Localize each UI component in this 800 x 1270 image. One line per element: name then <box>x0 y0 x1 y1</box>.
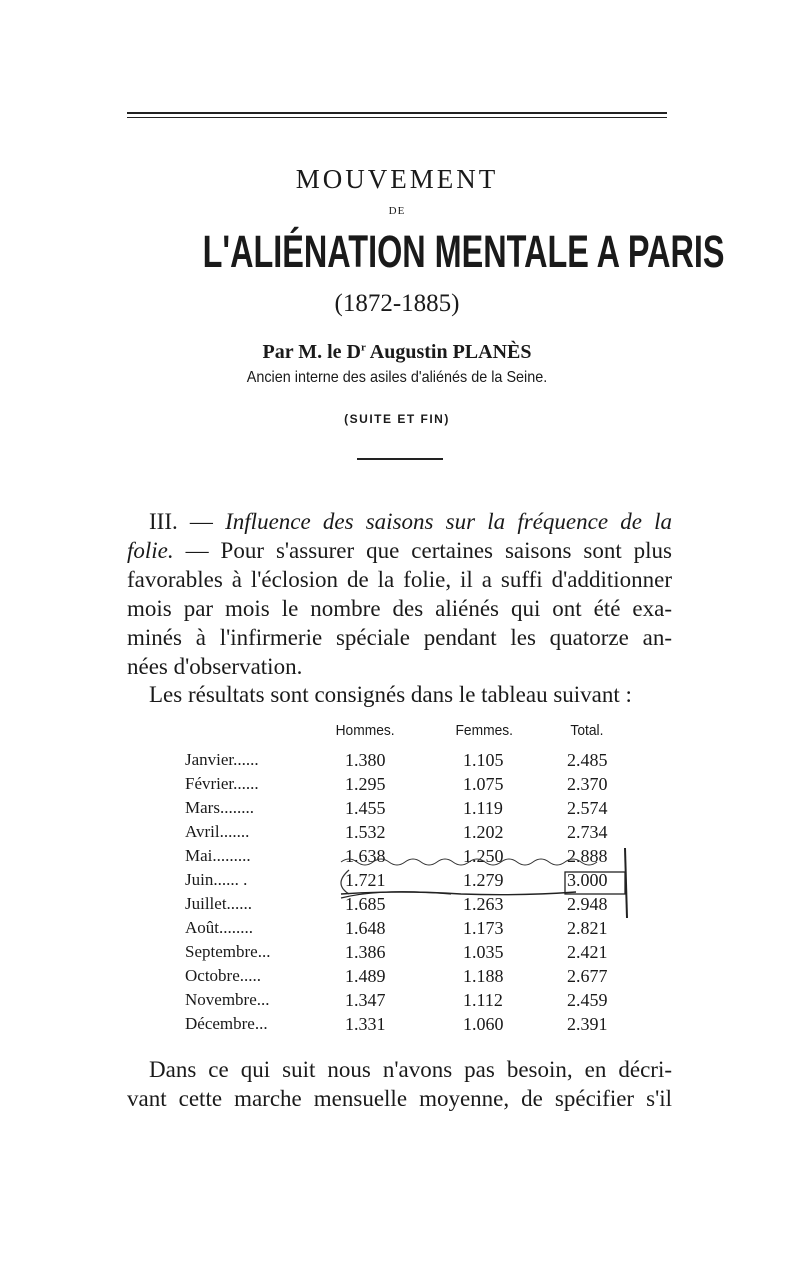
cell-total: 2.485 <box>567 750 608 770</box>
closing-paragraph <box>127 1055 672 1113</box>
paragraph-line: favorables à l'éclosion de la folie, il a suffi d'additionner <box>127 567 672 592</box>
cell-total: 2.459 <box>567 990 608 1010</box>
cell-hommes: 1.638 <box>345 846 386 866</box>
table-intro-line: Les résultats sont consignés dans le tableau suivant : <box>149 682 632 707</box>
cell-femmes: 1.105 <box>463 750 504 770</box>
title-main: L'ALIÉNATION MENTALE A PARIS <box>202 226 725 277</box>
section-heading-italic-2: folie. <box>127 538 174 563</box>
section-divider <box>357 458 443 460</box>
cell-total: 2.574 <box>567 798 608 818</box>
section-heading-italic: Influence des saisons sur la fréquence de la <box>225 509 673 534</box>
cell-hommes: 1.331 <box>345 1014 386 1034</box>
cell-hommes: 1.295 <box>345 774 386 794</box>
cell-hommes: 1.721 <box>345 870 386 890</box>
table-row <box>127 990 672 1014</box>
paragraph-line <box>127 536 672 565</box>
table-row <box>127 966 672 990</box>
table-row <box>127 942 672 966</box>
cell-femmes: 1.075 <box>463 774 504 794</box>
cell-month: Octobre..... <box>185 966 262 985</box>
cell-hommes: 1.685 <box>345 894 386 914</box>
cell-femmes: 1.188 <box>463 966 504 986</box>
cell-month: Mars........ <box>185 798 254 817</box>
cell-month: Juillet...... <box>185 894 253 913</box>
cell-month: Décembre... <box>185 1014 268 1033</box>
table-row <box>127 846 672 870</box>
cell-femmes: 1.060 <box>463 1014 504 1034</box>
table-row <box>127 1014 672 1038</box>
title-line-1: MOUVEMENT <box>295 164 499 194</box>
cell-month: Mai......... <box>185 846 251 865</box>
cell-femmes: 1.035 <box>463 942 504 962</box>
cell-hommes: 1.489 <box>345 966 386 986</box>
cell-month: Avril....... <box>185 822 250 841</box>
cell-hommes: 1.455 <box>345 798 386 818</box>
closing-line: Dans ce qui suit nous n'avons pas besoin, en décri- <box>149 1057 672 1082</box>
cell-total: 2.948 <box>567 894 608 914</box>
cell-total: 3.000 <box>567 870 608 890</box>
table-row <box>127 918 672 942</box>
title-dates: (1872-1885) <box>334 290 460 317</box>
cell-total: 2.888 <box>567 846 608 866</box>
cell-total: 2.821 <box>567 918 608 938</box>
author-sup: r <box>360 341 366 354</box>
cell-month: Août........ <box>185 918 253 937</box>
table-row <box>127 870 672 894</box>
section-number: III. — <box>149 509 226 534</box>
table-intro <box>127 680 672 709</box>
title-de: DE <box>388 205 406 217</box>
cell-hommes: 1.648 <box>345 918 386 938</box>
table-row <box>127 750 672 774</box>
cell-total: 2.370 <box>567 774 608 794</box>
cell-total: 2.421 <box>567 942 608 962</box>
cell-month: Juin...... . <box>185 870 248 889</box>
paragraph-line: mois par mois le nombre des aliénés qui ont été exa- <box>127 596 672 621</box>
cell-month: Septembre... <box>185 942 271 961</box>
top-rule-thin <box>127 117 667 118</box>
cell-femmes: 1.119 <box>463 798 503 818</box>
cell-femmes: 1.202 <box>463 822 504 842</box>
cell-femmes: 1.173 <box>463 918 504 938</box>
cell-femmes: 1.263 <box>463 894 504 914</box>
author-line <box>127 341 667 364</box>
cell-total: 2.677 <box>567 966 608 986</box>
column-header-femmes: Femmes. <box>455 722 514 739</box>
author-affiliation: Ancien interne des asiles d'aliénés de la Seine. <box>246 369 548 386</box>
column-header-total: Total. <box>570 722 604 739</box>
cell-hommes: 1.532 <box>345 822 386 842</box>
section-heading-line <box>127 507 672 536</box>
table-row <box>127 774 672 798</box>
top-rule <box>127 112 667 114</box>
table-row <box>127 894 672 918</box>
cell-femmes: 1.112 <box>463 990 503 1010</box>
paragraph-line: nées d'observation. <box>127 654 303 679</box>
cell-total: 2.391 <box>567 1014 608 1034</box>
table-row <box>127 798 672 822</box>
section-paragraph <box>127 507 672 681</box>
author-prefix: Par M. le D <box>262 341 361 363</box>
table-row <box>127 822 672 846</box>
paragraph-line-2-rest: — Pour s'assurer que certaines saisons sont plus <box>173 538 672 563</box>
cell-month: Novembre... <box>185 990 270 1009</box>
cell-month: Février...... <box>185 774 259 793</box>
cell-total: 2.734 <box>567 822 608 842</box>
author-name: Augustin PLANÈS <box>365 341 532 363</box>
cell-month: Janvier...... <box>185 750 259 769</box>
column-header-hommes: Hommes. <box>335 722 395 739</box>
cell-femmes: 1.279 <box>463 870 504 890</box>
cell-hommes: 1.347 <box>345 990 386 1010</box>
suite-label: (SUITE ET FIN) <box>344 412 450 426</box>
cell-hommes: 1.380 <box>345 750 386 770</box>
cell-hommes: 1.386 <box>345 942 386 962</box>
paragraph-line: minés à l'infirmerie spéciale pendant les quatorze an- <box>127 625 672 650</box>
cell-femmes: 1.250 <box>463 846 504 866</box>
closing-line: vant cette marche mensuelle moyenne, de spécifier s'il <box>127 1086 672 1111</box>
